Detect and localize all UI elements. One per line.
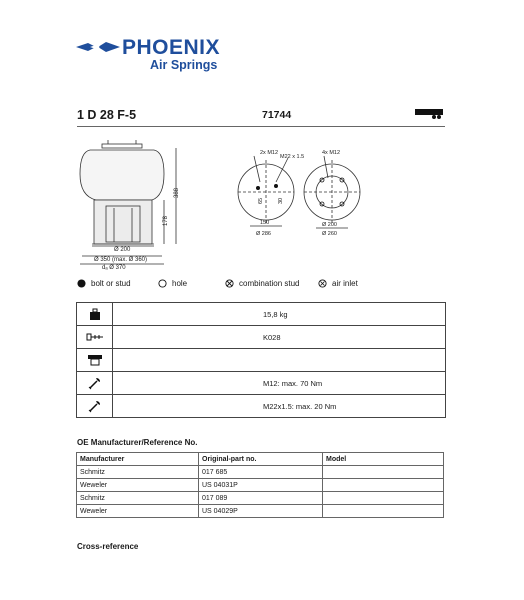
label-d260: Ø 260 (322, 231, 337, 237)
spec-row-torque-m12 (77, 372, 446, 395)
oe-cell: Schmitz (77, 492, 199, 505)
spec-value: 15,8 kg (113, 303, 446, 326)
mounting-plate-icon (87, 354, 103, 366)
table-row (77, 505, 444, 518)
legend-label: bolt or stud (91, 279, 131, 288)
oe-cell: Weweler (77, 479, 199, 492)
combination-stud-icon (225, 279, 234, 288)
table-row (77, 466, 444, 479)
oe-cell (323, 479, 444, 492)
oe-cell (323, 492, 444, 505)
legend-label: combination stud (239, 279, 300, 288)
label-d286: Ø 286 (256, 231, 271, 237)
spec-row-mounting (77, 349, 446, 372)
part-number: 1 D 28 F-5 (77, 108, 137, 122)
legend-label: air inlet (332, 279, 358, 288)
piston-code-icon (86, 332, 104, 342)
dim-height: 388 (174, 187, 180, 198)
dim-piston-diameter: Ø 200 (114, 247, 131, 253)
label-m22: M22 x 1.5 (280, 154, 305, 160)
oe-reference-table (76, 452, 444, 518)
oe-cell (323, 505, 444, 518)
dim-bellows-diameter: Ø 350 (max. Ø 360) (94, 257, 148, 263)
spec-value (113, 349, 446, 372)
oe-cell: Schmitz (77, 466, 199, 479)
order-number: 71744 (262, 109, 292, 121)
side-view-drawing (72, 138, 232, 270)
spec-value: M22x1.5: max. 20 Nm (113, 395, 446, 418)
legend-combination-stud (225, 279, 299, 288)
spec-value: K028 (113, 326, 446, 349)
oe-cell: US 04029P (199, 505, 323, 518)
oe-col-original-part: Original-part no. (199, 453, 323, 466)
oe-cell (323, 466, 444, 479)
top-view-drawing (236, 138, 362, 244)
wrench-icon (88, 376, 102, 390)
oe-col-model: Model (323, 453, 444, 466)
weight-icon (88, 308, 102, 320)
oe-cell: 017 685 (199, 466, 323, 479)
label-30: 30 (278, 197, 284, 204)
oe-col-manufacturer: Manufacturer (77, 453, 199, 466)
oe-title: OE Manufacturer/Reference No. (77, 438, 198, 447)
brand-name: PHOENIX (122, 36, 221, 59)
oe-cell: 017 089 (199, 492, 323, 505)
bolt-or-stud-icon (77, 279, 86, 288)
dim-piston-height: 178 (163, 215, 169, 226)
spec-table (76, 302, 446, 418)
oe-header-row (77, 453, 444, 466)
legend-bolt-or-stud (77, 279, 131, 288)
trailer-icon (414, 108, 444, 120)
header-divider (77, 126, 445, 127)
label-d200: Ø 200 (322, 222, 337, 228)
spec-row-weight (77, 303, 446, 326)
wrench-icon (88, 399, 102, 413)
air-inlet-icon (318, 279, 327, 288)
dim-outer-diameter: dₐ Ø 370 (102, 265, 126, 270)
label-150: 150 (260, 220, 270, 226)
oe-cell: Weweler (77, 505, 199, 518)
legend-label: hole (172, 279, 188, 288)
cross-reference-title: Cross-reference (77, 542, 139, 551)
legend-hole (158, 279, 187, 288)
brand-tagline: Air Springs (150, 58, 218, 72)
label-4x-m12: 4x M12 (322, 150, 341, 156)
legend-air-inlet (318, 279, 358, 288)
oe-cell: US 04031P (199, 479, 323, 492)
spec-row-torque-m22 (77, 395, 446, 418)
table-row (77, 492, 444, 505)
spec-row-piston (77, 326, 446, 349)
phoenix-bird-icon (76, 40, 120, 54)
spec-value: M12: max. 70 Nm (113, 372, 446, 395)
label-2x-m12: 2x M12 (260, 150, 279, 156)
hole-icon (158, 279, 167, 288)
label-65: 65 (258, 197, 264, 204)
table-row (77, 479, 444, 492)
brand-logo (76, 36, 226, 76)
